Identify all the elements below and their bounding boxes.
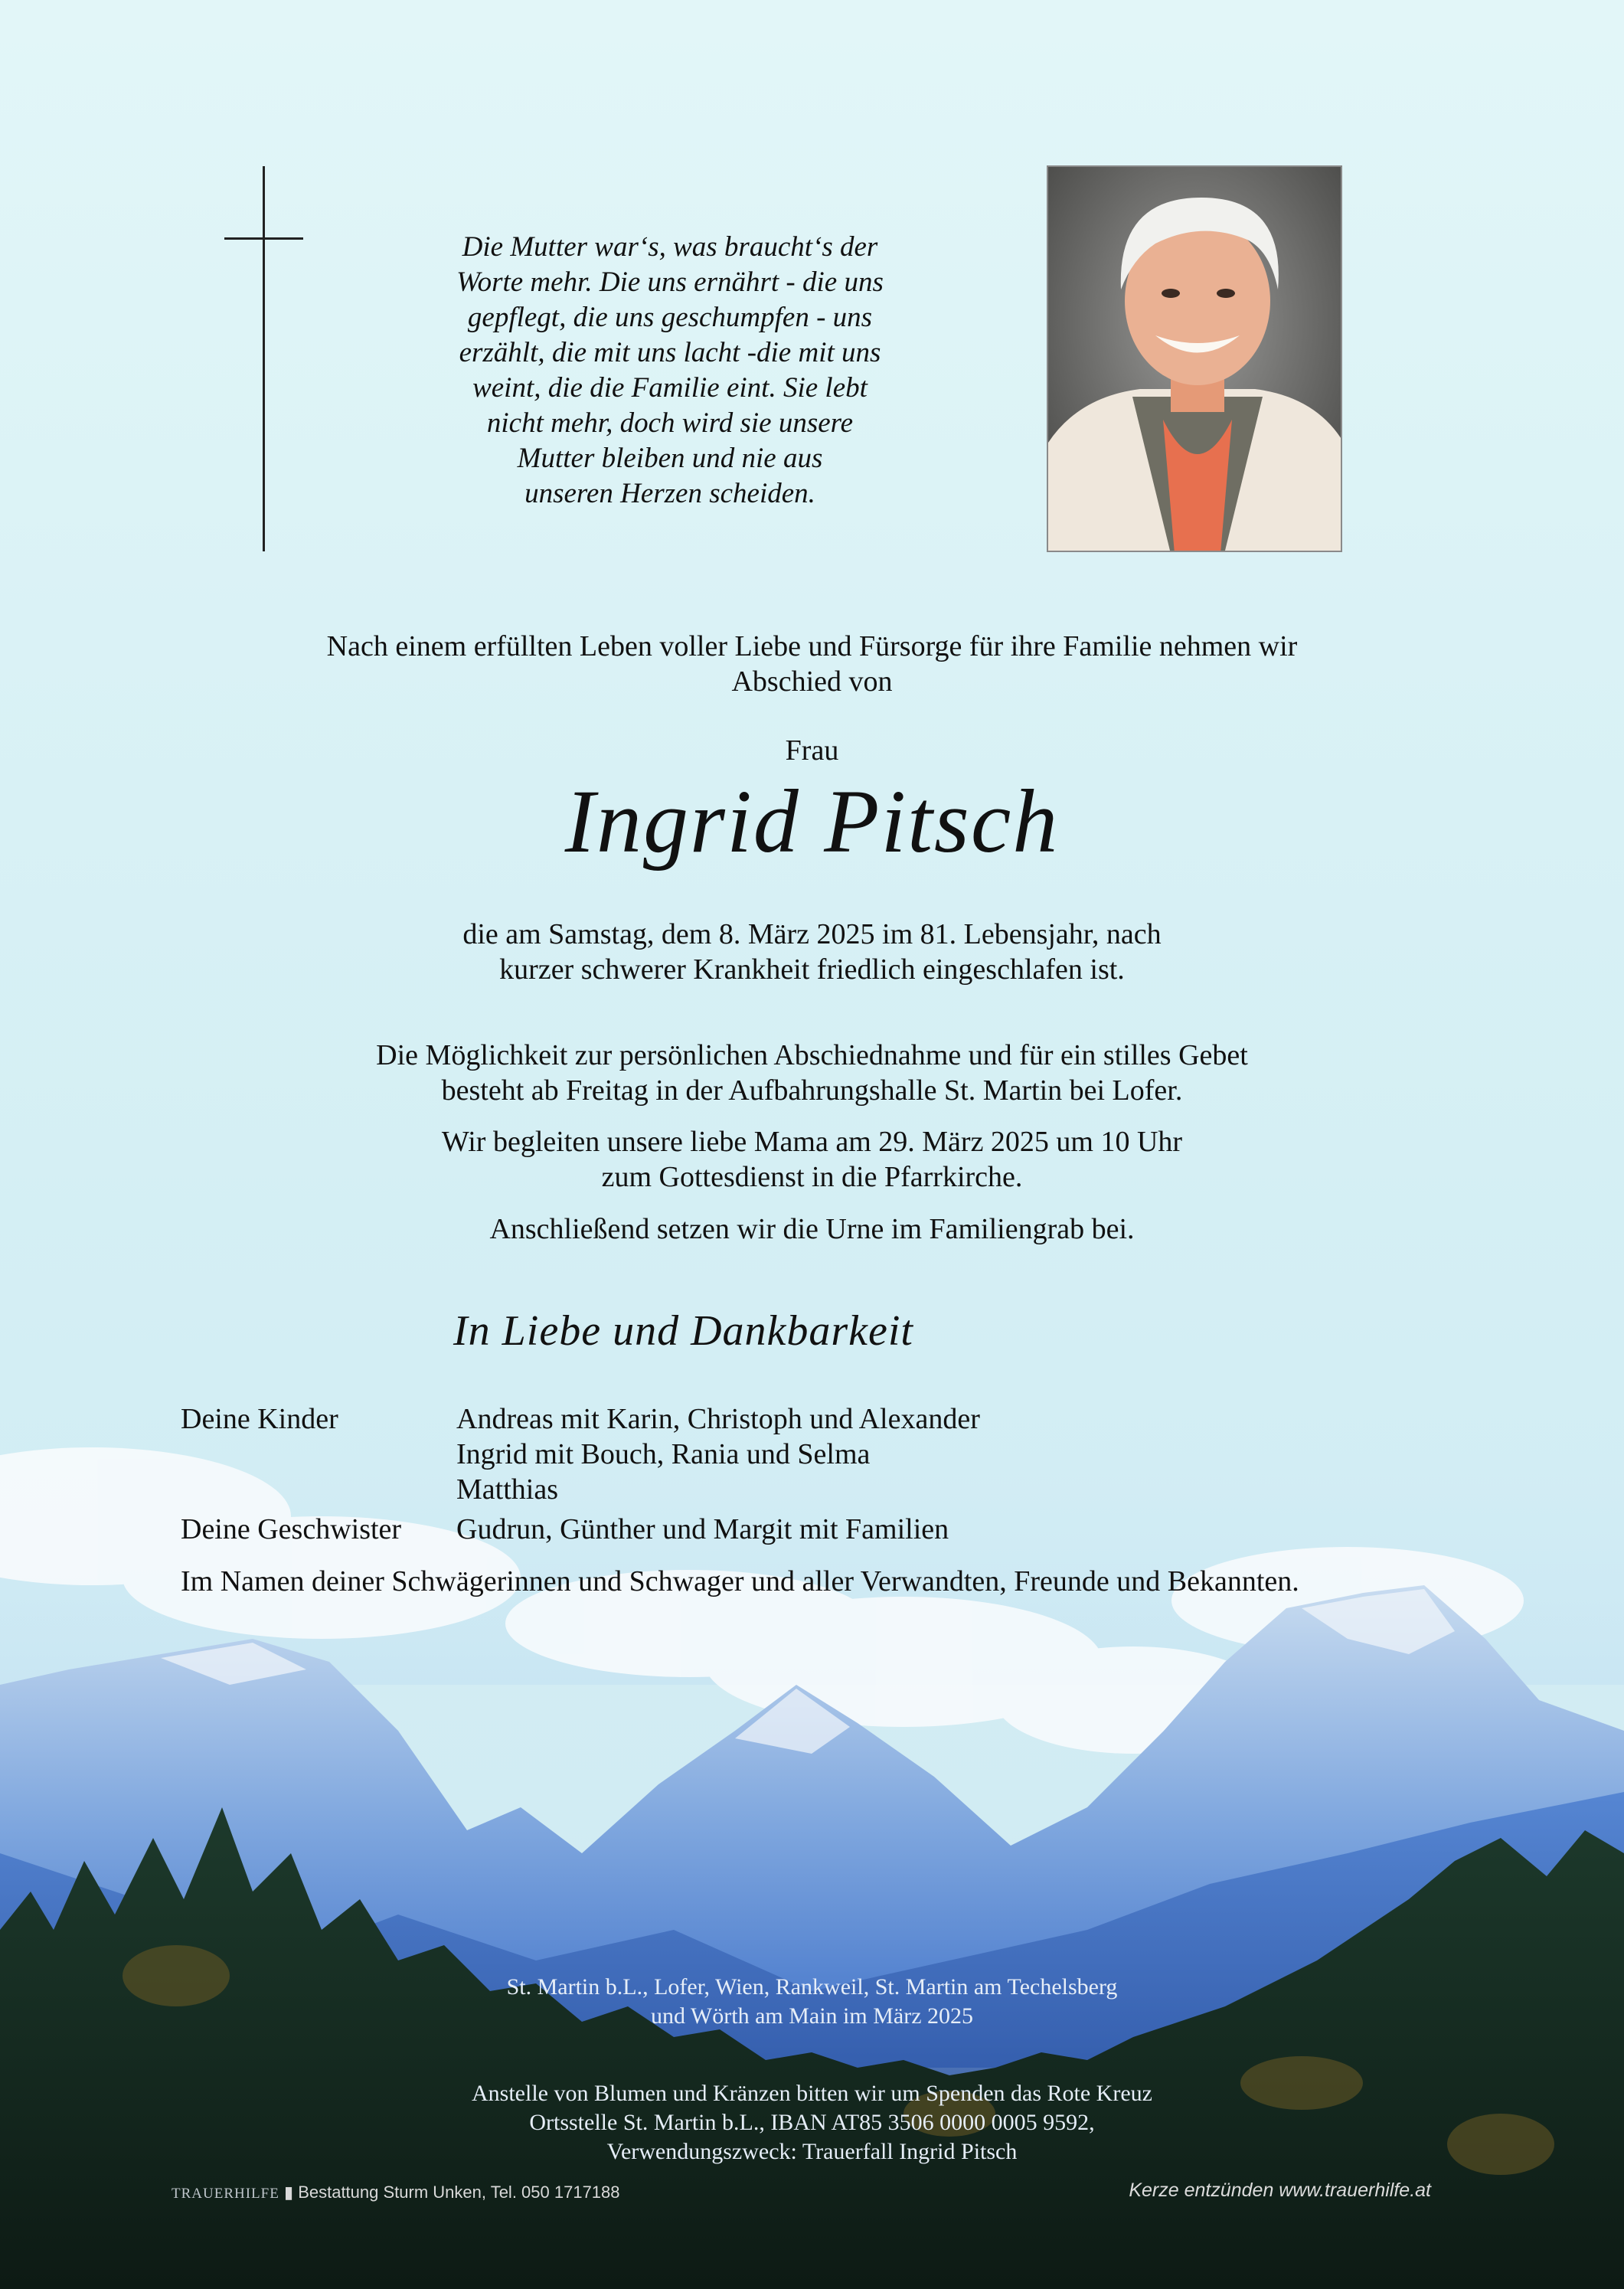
undertaker-info: Bestattung Sturm Unken, Tel. 050 1717188 xyxy=(298,2183,620,2202)
thanks-heading: In Liebe und Dankbarkeit xyxy=(453,1307,913,1355)
poem-line: Die Mutter war‘s, was braucht‘s der xyxy=(462,231,878,263)
service-line: Wir begleiten unsere liebe Mama am 29. März 2025 um 10 Uhr xyxy=(441,1126,1183,1158)
poem-line: nicht mehr, doch wird sie unsere xyxy=(486,407,854,439)
burial-note: Anschließend setzen wir die Urne im Familiengrab bei. xyxy=(489,1213,1135,1245)
service-line: zum Gottesdienst in die Pfarrkirche. xyxy=(601,1161,1023,1193)
poem-line: Worte mehr. Die uns ernährt - die uns xyxy=(456,267,884,298)
death-notice-line: die am Samstag, dem 8. März 2025 im 81. Lebensjahr, nach xyxy=(462,918,1162,950)
salutation: Frau xyxy=(785,734,839,767)
place-date-line: und Wörth am Main im März 2025 xyxy=(650,2003,974,2029)
candle-link[interactable]: Kerze entzünden www.trauerhilfe.at xyxy=(1129,2179,1431,2201)
portrait-photo xyxy=(1047,165,1342,552)
farewell-line: Die Möglichkeit zur persönlichen Abschiednahme und für ein stilles Gebet xyxy=(376,1039,1248,1071)
donation-line: Verwendungszweck: Trauerfall Ingrid Pitsch xyxy=(606,2139,1018,2164)
donation-line: Anstelle von Blumen und Kränzen bitten wir um Spenden das Rote Kreuz xyxy=(472,2081,1152,2106)
siblings-label: Deine Geschwister xyxy=(181,1513,402,1545)
poem-line: weint, die die Familie eint. Sie lebt xyxy=(472,372,868,404)
intro-line: Nach einem erfüllten Leben voller Liebe und Fürsorge für ihre Familie nehmen wir xyxy=(326,630,1298,662)
farewell-line: besteht ab Freitag in der Aufbahrungshalle St. Martin bei Lofer. xyxy=(441,1074,1183,1107)
children-entry: Andreas mit Karin, Christoph und Alexander xyxy=(456,1403,980,1435)
place-date-line: St. Martin b.L., Lofer, Wien, Rankweil, St. Martin am Techelsberg xyxy=(506,1974,1118,2000)
children-label: Deine Kinder xyxy=(181,1403,338,1435)
poem-line: erzählt, die mit uns lacht -die mit uns xyxy=(459,337,881,368)
poem-line: gepflegt, die uns geschumpfen - uns xyxy=(467,302,873,333)
candle-icon: ▮ xyxy=(283,2183,294,2202)
death-notice-line: kurzer schwerer Krankheit friedlich eingeschlafen ist. xyxy=(499,953,1125,986)
brand-logo-text: TRAUERHILFE xyxy=(172,2186,279,2202)
children-entry: Matthias xyxy=(456,1473,558,1506)
donation-line: Ortsstelle St. Martin b.L., IBAN AT85 3506 0000 0005 9592, xyxy=(529,2110,1095,2135)
siblings-entry: Gudrun, Günther und Margit mit Familien xyxy=(456,1513,949,1545)
cross-icon-horizontal xyxy=(224,237,303,240)
cross-icon-vertical xyxy=(263,166,265,551)
poem-line: Mutter bleiben und nie aus xyxy=(517,443,823,474)
poem xyxy=(383,230,957,512)
children-entry: Ingrid mit Bouch, Rania und Selma xyxy=(456,1438,871,1470)
deceased-name: Ingrid Pitsch xyxy=(564,771,1060,871)
other-mourners: Im Namen deiner Schwägerinnen und Schwager und aller Verwandten, Freunde und Bekannten. xyxy=(181,1565,1299,1597)
intro-line: Abschied von xyxy=(731,665,893,698)
poem-line: unseren Herzen scheiden. xyxy=(524,478,815,509)
footer-brand xyxy=(172,2183,620,2202)
